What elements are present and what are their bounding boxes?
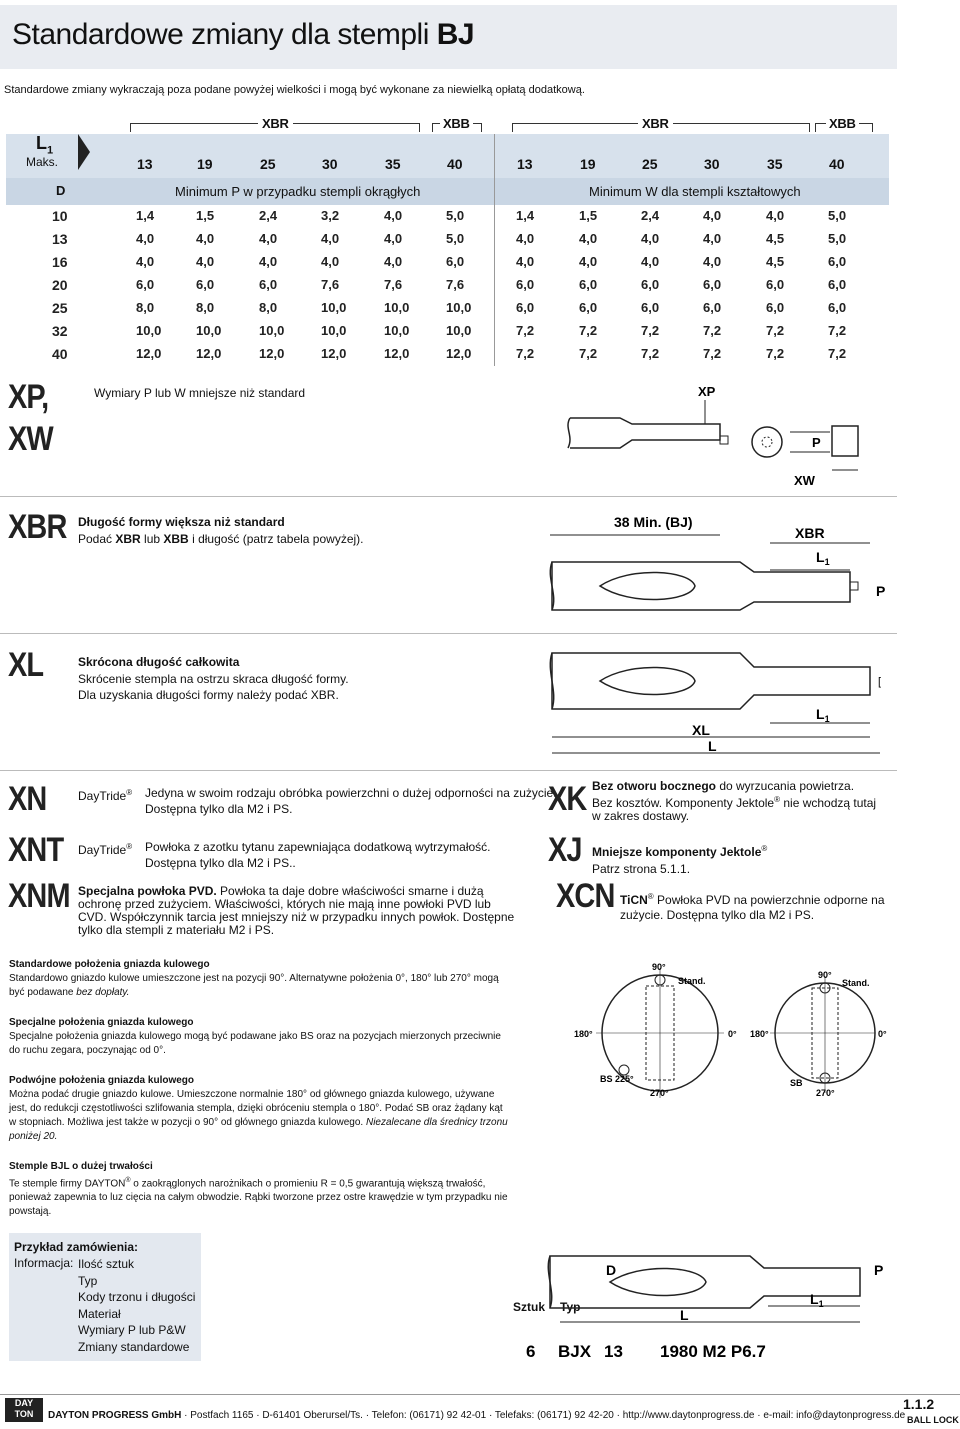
row-d-value: 25: [52, 300, 68, 316]
table-cell: 4,5: [766, 231, 785, 246]
code-xj: XJ: [548, 831, 582, 869]
table-cell: 4,0: [321, 254, 340, 269]
l1-col-7: 13: [517, 156, 533, 172]
xbb-label-right: XBB: [826, 116, 859, 131]
l1-col-3: 25: [260, 156, 276, 172]
d-label: D: [56, 183, 66, 198]
table-cell: 7,6: [321, 277, 340, 292]
table-cell: 6,0: [766, 300, 785, 315]
svg-text:L: L: [680, 1307, 689, 1323]
table-cell: 4,0: [516, 231, 535, 246]
ball-section-1: Standardowe położenia gniazda kulowego Standardowo gniazdo kulowe umieszczone jest na pozycji 90°. Alternatywne położenia 0°, 180° lub 270° mogą być podawane bez dopłaty.: [9, 959, 499, 998]
table-cell: 10,0: [384, 300, 410, 315]
table-cell: 7,2: [641, 346, 660, 361]
xbr-title: Długość formy większa niż standard: [78, 515, 285, 529]
order-item: Typ: [78, 1273, 98, 1288]
xj-text: Mniejsze komponenty Jektole® Patrz strona 5.1.1.: [592, 844, 768, 876]
table-cell: 4,0: [703, 231, 722, 246]
fig-p-label: P: [812, 435, 821, 450]
fig-l-label: L: [708, 738, 717, 754]
table-cell: 6,0: [259, 277, 278, 292]
table-cell: 4,0: [259, 231, 278, 246]
table-cell: 10,0: [196, 323, 222, 338]
table-cell: 4,0: [136, 231, 155, 246]
svg-text:270°: 270°: [650, 1088, 669, 1098]
order-item: Zmiany standardowe: [78, 1339, 190, 1354]
maks-label: Maks.: [26, 155, 59, 169]
table-cell: 7,6: [384, 277, 403, 292]
order-sztuk-label: Sztuk: [513, 1300, 546, 1314]
table-cell: 7,2: [516, 323, 535, 338]
xbr-figure: [540, 510, 890, 620]
table-cell: 4,0: [516, 254, 535, 269]
svg-text:Stand.: Stand.: [842, 978, 870, 988]
l1-col-11: 35: [767, 156, 783, 172]
xn-line2: Dostępna tylko dla M2 i PS.: [145, 802, 293, 816]
table-cell: 4,0: [703, 254, 722, 269]
table-cell: 12,0: [446, 346, 472, 361]
order-figure: [520, 1248, 890, 1366]
table-cell: 4,0: [641, 231, 660, 246]
order-item: Materiał: [78, 1306, 121, 1321]
svg-text:0°: 0°: [728, 1029, 737, 1039]
l1-col-8: 19: [580, 156, 596, 172]
ball-figure-1: [574, 962, 737, 1098]
svg-text:13: 13: [604, 1342, 623, 1361]
table-cell: 12,0: [136, 346, 162, 361]
table-cell: 7,2: [703, 346, 722, 361]
fig-xp-label: XP: [698, 384, 716, 399]
row-d-value: 40: [52, 346, 68, 362]
l1-col-9: 25: [642, 156, 658, 172]
table-cell: 12,0: [196, 346, 222, 361]
svg-text:270°: 270°: [816, 1088, 835, 1098]
ball-section-4: Stemple BJL o dużej trwałości Te stemple firmy DAYTON® o zaokrąglonych narożnikach o promieniu R = 0,5 gwarantują większą trwałość, ponieważ zapewnia to luz cięcia na całym obwodzie. Rąbki tworzone przez ostre krawędzie w tym przypadku nie powstają.: [9, 1161, 508, 1218]
table-cell: 8,0: [259, 300, 278, 315]
table-cell: 7,2: [766, 346, 785, 361]
table-cell: 4,0: [384, 231, 403, 246]
table-cell: 10,0: [321, 323, 347, 338]
fig-xbr-label: XBR: [795, 525, 825, 541]
xp-text: Wymiary P lub W mniejsze niż standard: [94, 386, 306, 400]
svg-text:Stand.: Stand.: [678, 976, 706, 986]
table-cell: 7,2: [579, 323, 598, 338]
svg-text:180°: 180°: [750, 1029, 769, 1039]
row-d-value: 13: [52, 231, 68, 247]
row-d-value: 10: [52, 208, 68, 224]
svg-text:1980 M2 P6.7: 1980 M2 P6.7: [660, 1342, 766, 1361]
table-cell: 4,0: [196, 254, 215, 269]
xbr-line: Podać XBR lub XBB i długość (patrz tabela powyżej).: [78, 532, 364, 546]
svg-text:BS 225°: BS 225°: [600, 1074, 634, 1084]
svg-text:P: P: [874, 1262, 884, 1278]
table-cell: 10,0: [321, 300, 347, 315]
table-cell: 4,0: [641, 254, 660, 269]
table-cell: 10,0: [259, 323, 285, 338]
table-cell: 1,4: [516, 208, 535, 223]
svg-text:0°: 0°: [878, 1029, 887, 1039]
svg-text:180°: 180°: [574, 1029, 593, 1039]
xbb-label-left: XBB: [440, 116, 473, 131]
table-cell: 6,0: [136, 277, 155, 292]
order-title: Przykład zamówienia:: [14, 1240, 139, 1254]
xn-line1: Jedyna w swoim rodzaju obróbka powierzchni o dużej odporności na zużycie.: [145, 786, 557, 800]
code-xn: XN: [8, 780, 47, 818]
table-cell: 5,0: [828, 231, 847, 246]
order-item: Wymiary P lub P&W: [78, 1323, 186, 1337]
fig-p-label: P: [876, 583, 886, 599]
left-subtitle: Minimum P w przypadku stempli okrągłych: [175, 184, 421, 199]
row-d-value: 32: [52, 323, 68, 339]
table-cell: 10,0: [136, 323, 162, 338]
xnt-line1: Powłoka z azotku tytanu zapewniająca dodatkową wytrzymałość.: [145, 840, 491, 854]
fig-min-label: 38 Min. (BJ): [614, 514, 693, 530]
ball-section-3: Podwójne położenia gniazda kulowego Można podać drugie gniazdo kulowe. Umieszczone normalnie 180° od głównego gniazda kulowego, używane jest, do redukcji częstotliwości szlifowania stempla, dzięki obróceniu stempla o 180°. Podać SB oraz żądany kąt w stopniach. Możliwa jest także w pozycji o 90° od głównego gniazda kulowego. Niezalecane dla średnicy trzonu poniżej 20.: [9, 1075, 508, 1142]
code-xw: XW: [8, 420, 53, 458]
table-divider: [494, 134, 495, 366]
table-cell: 10,0: [446, 300, 472, 315]
fig-l1-label: $L_1$: [816, 706, 830, 724]
divider: [0, 496, 897, 497]
table-cell: 7,2: [766, 323, 785, 338]
order-item: Ilość sztuk: [78, 1257, 135, 1271]
table-cell: 6,0: [828, 300, 847, 315]
svg-text:D: D: [606, 1262, 617, 1278]
table-cell: 1,5: [579, 208, 598, 223]
code-xp: XP,: [8, 378, 49, 416]
table-cell: 4,0: [703, 208, 722, 223]
xl-title: Skrócona długość całkowita: [78, 655, 240, 669]
divider: [0, 770, 897, 771]
table-cell: 4,0: [579, 254, 598, 269]
order-info-label: Informacja:: [14, 1256, 74, 1270]
table-cell: 6,0: [196, 277, 215, 292]
xn-brand: DayTride®: [78, 788, 133, 803]
table-cell: 7,2: [703, 323, 722, 338]
table-cell: 6,0: [516, 277, 535, 292]
table-cell: 8,0: [196, 300, 215, 315]
svg-text:90°: 90°: [818, 970, 832, 980]
l1-label: $L_1$: [36, 133, 54, 157]
table-cell: 2,4: [641, 208, 660, 223]
fig-mark: [: [878, 676, 882, 688]
table-cell: 7,2: [516, 346, 535, 361]
code-xl: XL: [8, 646, 44, 684]
table-cell: 4,0: [259, 254, 278, 269]
order-typ-label: Typ: [560, 1300, 581, 1314]
right-subtitle: Minimum W dla stempli kształtowych: [589, 184, 801, 199]
divider: [0, 633, 897, 634]
table-cell: 6,0: [516, 300, 535, 315]
svg-text:BJX: BJX: [558, 1342, 592, 1361]
table-cell: 6,0: [828, 277, 847, 292]
table-cell: 6,0: [703, 277, 722, 292]
table-cell: 4,0: [196, 231, 215, 246]
table-cell: 1,5: [196, 208, 215, 223]
fig-l1-label: $L_1$: [816, 549, 830, 567]
ball-section-2: Specjalne położenia gniazda kulowego Specjalne położenia gniazda kulowego mogą być podawane jako BS oraz na pozycjach mierzonych przeciwnie do ruchu zegara, poczynając od 0°.: [9, 1017, 501, 1056]
table-cell: 7,2: [641, 323, 660, 338]
fig-xl-label: XL: [692, 722, 710, 738]
footer-address: DAYTON PROGRESS GmbH · Postfach 1165 · D-61401 Oberursel/Ts. · Telefon: (06171) 92 42-01 · Telefaks: (06171) 92 42-20 · http://www.daytonprogress.de · e-mail: info@daytonprogress.de: [48, 1410, 906, 1421]
xnt-line2: Dostępna tylko dla M2 i PS..: [145, 856, 296, 870]
table-cell: 4,0: [579, 231, 598, 246]
table-cell: 7,2: [828, 323, 847, 338]
table-cell: 6,0: [446, 254, 465, 269]
table-cell: 12,0: [321, 346, 347, 361]
ball-figure-2: [750, 970, 887, 1098]
table-cell: 7,2: [828, 346, 847, 361]
xbr-label-right: XBR: [638, 116, 673, 131]
xbr-label-left: XBR: [258, 116, 293, 131]
code-xbr: XBR: [8, 508, 67, 546]
row-d-value: 16: [52, 254, 68, 270]
l1-col-12: 40: [829, 156, 845, 172]
order-item: Kody trzonu i długości: [78, 1290, 196, 1304]
l1-col-1: 13: [137, 156, 153, 172]
xcn-text: TiCN® Powłoka PVD na powierzchnie odporne na zużycie. Dostępna tylko dla M2 i PS.: [620, 892, 885, 922]
xp-figure: [560, 380, 880, 490]
table-cell: 4,0: [321, 231, 340, 246]
table-cell: 1,4: [136, 208, 155, 223]
code-xk: XK: [548, 780, 587, 818]
fig-xw-label: XW: [794, 473, 815, 488]
row-d-value: 20: [52, 277, 68, 293]
svg-text:6: 6: [526, 1342, 536, 1361]
table-cell: 12,0: [259, 346, 285, 361]
table-cell: 6,0: [828, 254, 847, 269]
table-cell: 6,0: [579, 277, 598, 292]
table-cell: 6,0: [641, 300, 660, 315]
order-items-list: [78, 1256, 195, 1355]
svg-text:SB: SB: [790, 1078, 803, 1088]
page-number: 1.1.2: [903, 1396, 935, 1412]
table-cell: 7,2: [579, 346, 598, 361]
xl-figure: [540, 645, 890, 765]
table-cell: 8,0: [136, 300, 155, 315]
table-cell: 10,0: [446, 323, 472, 338]
table-cell: 5,0: [828, 208, 847, 223]
footer-divider: [0, 1394, 960, 1395]
svg-text:L1: $L_1$: [810, 1291, 824, 1309]
table-cell: 3,2: [321, 208, 340, 223]
svg-text:90°: 90°: [652, 962, 666, 972]
code-xcn: XCN: [556, 877, 615, 915]
table-cell: 12,0: [384, 346, 410, 361]
table-cell: 6,0: [766, 277, 785, 292]
l1-col-4: 30: [322, 156, 338, 172]
table-cell: 6,0: [703, 300, 722, 315]
page-title: Standardowe zmiany dla stempli BJ: [12, 18, 475, 51]
l1-col-6: 40: [447, 156, 463, 172]
table-cell: 4,0: [384, 208, 403, 223]
arrow-icon: [78, 134, 90, 170]
code-xnm: XNM: [8, 877, 70, 915]
xk-text: Bez otworu bocznego do wyrzucania powietrza. Bez kosztów. Komponenty Jektole® nie wchodzą tutaj w zakres dostawy.: [592, 779, 877, 823]
table-cell: 4,0: [136, 254, 155, 269]
xl-line2: Dla uzyskania długości formy należy podać XBR.: [78, 688, 339, 702]
table-cell: 2,4: [259, 208, 278, 223]
table-cell: 5,0: [446, 208, 465, 223]
l1-col-5: 35: [385, 156, 401, 172]
intro-text: Standardowe zmiany wykraczają poza podane powyżej wielkości i mogą być wykonane za niewielką opłatą dodatkową.: [4, 84, 585, 96]
table-cell: 10,0: [384, 323, 410, 338]
xnm-text: Specjalna powłoka PVD. Powłoka ta daje dobre właściwości smarne i dużą ochronę przed zużyciem. Właściwości, których nie mają inne powłoki PVD lub CVD. Współczynnik tarcia jest mniejszy niż w przypadku innych powłok. Dostępne tylko dla stempli z materiału M2 i PS.: [78, 884, 515, 937]
table-cell: 4,0: [766, 208, 785, 223]
dayton-logo: DAY TON: [5, 1398, 43, 1422]
table-cell: 6,0: [579, 300, 598, 315]
table-cell: 4,5: [766, 254, 785, 269]
section-label: BALL LOCK: [907, 1415, 959, 1425]
l1-col-10: 30: [704, 156, 720, 172]
code-xnt: XNT: [8, 831, 64, 869]
xl-line1: Skrócenie stempla na ostrzu skraca długość formy.: [78, 672, 349, 686]
table-cell: 6,0: [641, 277, 660, 292]
xnt-brand: DayTride®: [78, 842, 133, 857]
l1-col-2: 19: [197, 156, 213, 172]
table-cell: 5,0: [446, 231, 465, 246]
table-cell: 7,6: [446, 277, 465, 292]
table-cell: 4,0: [384, 254, 403, 269]
ball-position-figures: [570, 958, 890, 1108]
